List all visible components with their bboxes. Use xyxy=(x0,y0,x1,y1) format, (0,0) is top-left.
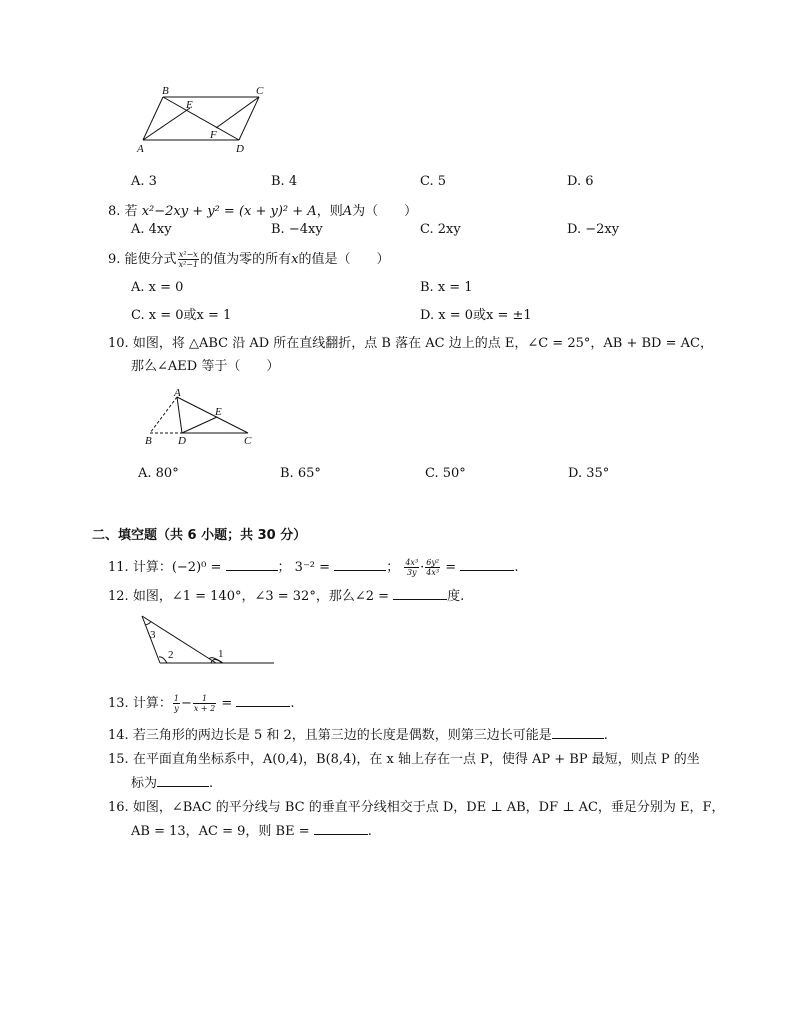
q8-mid: ，则 xyxy=(316,204,343,219)
q13-prefix: 计算： xyxy=(132,696,172,711)
q9-fraction xyxy=(178,250,200,269)
q13-end: . xyxy=(290,696,295,711)
q8-option-d: D. −2xy xyxy=(567,222,620,237)
q13-f1-num: 1 xyxy=(173,694,179,703)
q7-figure xyxy=(135,84,275,156)
q11-eq: = xyxy=(445,560,457,575)
q11-f2-den: 4x³ xyxy=(426,568,440,577)
q16-stem-line1 xyxy=(108,796,725,815)
q16-blank[interactable] xyxy=(314,834,368,835)
q10-label: A xyxy=(174,388,181,399)
q11-end: . xyxy=(514,560,519,575)
q14-end: . xyxy=(603,728,608,743)
q11-f1-den: 3y xyxy=(406,568,417,577)
q10-stem-line1 xyxy=(108,332,713,351)
q11-blank-3[interactable] xyxy=(460,570,514,571)
q8-expression: x²−2xy + y² = (x + y)² + A xyxy=(141,204,317,219)
q12-blank[interactable] xyxy=(393,599,447,600)
q8-option-a: A. 4xy xyxy=(131,222,172,237)
q13-f2-den: x + 2 xyxy=(193,704,216,713)
q11-prefix: 计算：(−2)⁰ = xyxy=(132,560,222,575)
q14-text: 若三角形的两边长是 5 和 2，且第三边的长度是偶数，则第三边长可能是 xyxy=(132,728,552,743)
q11-dot: · xyxy=(420,560,425,575)
q10-label: C xyxy=(244,435,252,446)
q12-label: 1 xyxy=(218,648,224,660)
q11-fraction-1 xyxy=(404,558,419,577)
q10-line-de xyxy=(182,417,217,433)
q7-option-d: D. 6 xyxy=(567,174,594,189)
q11-part2: 3⁻² = xyxy=(294,560,331,575)
q10-option-a: A. 80° xyxy=(138,466,179,481)
q16-number: 16. xyxy=(108,800,129,815)
q10-line-ad xyxy=(177,397,182,433)
q12-suffix: 度. xyxy=(447,589,465,604)
q12-label: 3 xyxy=(150,629,156,641)
q8-suffix: 为（ ） xyxy=(352,204,418,219)
q11-stem xyxy=(108,556,518,577)
q7-label: B xyxy=(162,85,169,97)
q15-stem-line2 xyxy=(131,772,213,791)
q13-eq: = xyxy=(221,696,233,711)
q13-blank[interactable] xyxy=(236,706,290,707)
q12-text: 如图，∠1 = 140°，∠3 = 32°，那么∠2 = xyxy=(132,589,390,604)
q13-fraction-1 xyxy=(173,694,180,713)
q9-frac-den: x²−1 xyxy=(178,260,199,269)
q9-mid: 的值为零的所有 xyxy=(200,252,292,267)
q7-label: C xyxy=(256,85,264,97)
q10-option-c: C. 50° xyxy=(425,466,466,481)
q10-line-ac xyxy=(177,397,248,433)
q9-option-a: A. x = 0 xyxy=(131,280,184,295)
q14-blank[interactable] xyxy=(552,738,604,739)
q11-f1-num: 4x³ xyxy=(405,558,419,567)
q11-blank-1[interactable] xyxy=(226,570,278,571)
q7-line-cf xyxy=(216,97,259,128)
q11-sep1: ； xyxy=(277,560,291,575)
q10-label: D xyxy=(178,435,186,446)
q13-stem xyxy=(108,692,295,713)
q13-f1-den: y xyxy=(174,704,179,713)
q14-stem xyxy=(108,724,608,743)
q10-dashed-ab xyxy=(150,397,177,433)
q11-f2-num: 6y² xyxy=(426,558,440,567)
q11-blank-2[interactable] xyxy=(334,570,386,571)
q16-stem-line2 xyxy=(131,820,372,839)
q8-stem xyxy=(108,200,417,219)
q9-stem xyxy=(108,248,389,269)
q7-option-a: A. 3 xyxy=(131,174,157,189)
q16-end: . xyxy=(367,824,372,839)
q11-sep2: ； xyxy=(386,560,400,575)
q8-option-b: B. −4xy xyxy=(271,222,323,237)
q13-fraction-2 xyxy=(193,694,216,713)
q13-f2-num: 1 xyxy=(193,694,216,704)
q15-end: . xyxy=(209,776,214,791)
q7-label: E xyxy=(186,99,193,111)
q9-option-d: D. x = 0或x = ±1 xyxy=(420,308,532,323)
q12-figure xyxy=(136,612,278,668)
q10-number: 10. xyxy=(108,336,129,351)
q7-edge-cd xyxy=(239,97,259,140)
q8-number: 8. xyxy=(108,204,121,219)
q7-label: A xyxy=(137,143,144,155)
q11-number: 11. xyxy=(108,560,129,575)
q16-line2: AB = 13，AC = 9，则 BE = xyxy=(131,824,310,839)
q9-suffix: 的值是（ ） xyxy=(298,252,390,267)
q15-line1: 在平面直角坐标系中，A(0,4)，B(8,4)，在 x 轴上存在一点 P，使得 AP + BP 最短，则点 P 的坐 xyxy=(132,752,700,767)
q8-var: A xyxy=(342,204,353,219)
q14-number: 14. xyxy=(108,728,129,743)
q10-label: E xyxy=(215,406,222,418)
q15-stem-line1 xyxy=(108,748,700,767)
q15-number: 15. xyxy=(108,752,129,767)
q10-option-d: D. 35° xyxy=(568,466,610,481)
q10-option-b: B. 65° xyxy=(280,466,321,481)
q12-label: 2 xyxy=(168,649,174,661)
q8-prefix: 若 xyxy=(124,204,138,219)
q7-label: D xyxy=(236,143,244,155)
q11-fraction-2 xyxy=(425,558,440,577)
q16-line1: 如图，∠BAC 的平分线与 BC 的垂直平分线相交于点 D，DE ⊥ AB，DF ⊥ AC，垂足分别为 E，F， xyxy=(132,800,725,815)
q12-arc-2 xyxy=(159,657,167,663)
q15-blank[interactable] xyxy=(157,786,209,787)
q13-number: 13. xyxy=(108,696,129,711)
q13-minus: − xyxy=(180,696,192,711)
q9-number: 9. xyxy=(108,252,121,267)
q9-option-b: B. x = 1 xyxy=(420,280,473,295)
q7-option-b: B. 4 xyxy=(271,174,298,189)
q9-option-c: C. x = 0或x = 1 xyxy=(131,308,232,323)
q9-var: x xyxy=(291,252,299,267)
q15-line2: 标为 xyxy=(131,776,158,791)
q9-prefix: 能使分式 xyxy=(124,252,177,267)
q12-stem xyxy=(108,585,464,604)
q10-label: B xyxy=(145,435,152,446)
q7-option-c: C. 5 xyxy=(420,174,447,189)
q8-option-c: C. 2xy xyxy=(420,222,461,237)
q10-figure xyxy=(140,388,260,446)
q10-line1: 如图，将 △ABC 沿 AD 所在直线翻折，点 B 落在 AC 边上的点 E，∠C = 25°，AB + BD = AC， xyxy=(132,336,713,351)
section-heading: 二、填空题（共 6 小题；共 30 分） xyxy=(92,528,307,543)
q7-label: F xyxy=(210,129,217,141)
q9-frac-num: x²−x xyxy=(178,250,198,259)
q10-stem-line2: 那么∠AED 等于（ ） xyxy=(131,359,280,374)
q12-number: 12. xyxy=(108,589,129,604)
